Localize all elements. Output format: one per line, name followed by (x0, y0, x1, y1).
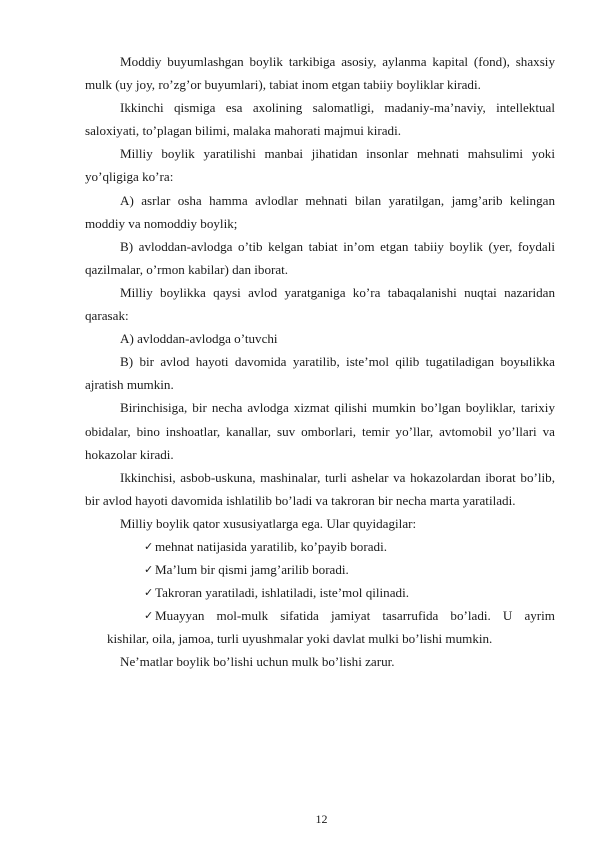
page-number: 12 (315, 812, 328, 826)
list-item (85, 535, 555, 558)
features-list (85, 535, 555, 650)
paragraph-second-part: Ikkinchi qismiga esa axolining salomatligi, madaniy-ma’naviy, intellektual saloxiyati, to’plagan bilimi, malaka mahorati majmui kiradi. (85, 100, 555, 139)
paragraph-features-intro: Milliy boylik qator xususiyatlarga ega. Ular quyidagilar: (120, 515, 417, 531)
checkmark-icon: ✓ (144, 539, 154, 553)
list-item-text: Ma’lum bir qismi jamg’arilib boradi. (155, 562, 349, 578)
paragraph-generation-criterion: Milliy boylikka qaysi avlod yaratganiga ko’ra tabaqalanishi nuqtai nazaridan qarasak: (85, 284, 555, 324)
paragraph-material-wealth: Moddiy buyumlashgan boylik tarkibiga asosiy, aylanma kapital (fond), shaxsiy mulk (uy joy, ro’zg’or buyumlari), tabiat inom etgan tabiiy boyliklar kiradi. (85, 54, 555, 93)
checkmark-icon: ✓ (144, 586, 154, 600)
list-item-text: Takroran yaratiladi, ishlatiladi, iste’mol qilinadi. (155, 585, 409, 601)
list-item (85, 558, 555, 581)
list-item-text: mehnat natijasida yaratilib, ko’payib boradi. (155, 538, 387, 554)
paragraph-second-type: Ikkinchisi, asbob-uskuna, mashinalar, turli ashelar va hokazolardan iborat bo’lib, bir avlod hayoti davomida ishlatilib bo’ladi va takroran bir necha marta yaratiladi. (85, 469, 555, 508)
paragraph-option-b-consumed: B) bir avlod hayoti davomida yaratilib, iste’mol qilib tugatiladigan boyыlikka ajratish mumkin. (85, 354, 555, 393)
list-item (85, 581, 555, 604)
list-item (85, 604, 555, 650)
paragraph-option-a-created: A) asrlar osha hamma avlodlar mehnati bilan yaratilgan, jamg’arib kelingan moddiy va nomoddiy boylik; (85, 192, 555, 231)
paragraph-option-a-transferable: A) avloddan-avlodga o’tuvchi (120, 331, 278, 347)
checkmark-icon: ✓ (144, 609, 154, 623)
paragraph-closing: Ne’matlar boylik bo’lishi uchun mulk bo’lishi zarur. (120, 654, 395, 670)
paragraph-option-b-natural: B) avloddan-avlodga o’tib kelgan tabiat in’om etgan tabiiy boylik (yer, foydali qazilmalar, o’rmon kabilar) dan iborat. (85, 238, 555, 277)
paragraph-source-criterion: Milliy boylik yaratilishi manbai jihatidan insonlar mehnati mahsulimi yoki yo’qligiga ko’ra: (85, 146, 555, 185)
list-item-text: Muayyan mol-mulk sifatida jamiyat tasarrufida bo’ladi. U ayrim (155, 608, 555, 624)
paragraph-first-type: Birinchisiga, bir necha avlodga xizmat qilishi mumkin bo’lgan boyliklar, tarixiy obidalar, bino inshoatlar, kanallar, suv omborlari, temir yo’llar, avtomobil yo’llari va hokazolar kiradi. (85, 400, 555, 462)
checkmark-icon: ✓ (144, 563, 154, 577)
list-item-text-continuation: kishilar, oila, jamoa, turli uyushmalar yoki davlat mulki bo’lishi mumkin. (107, 631, 493, 647)
document-page (85, 50, 555, 674)
